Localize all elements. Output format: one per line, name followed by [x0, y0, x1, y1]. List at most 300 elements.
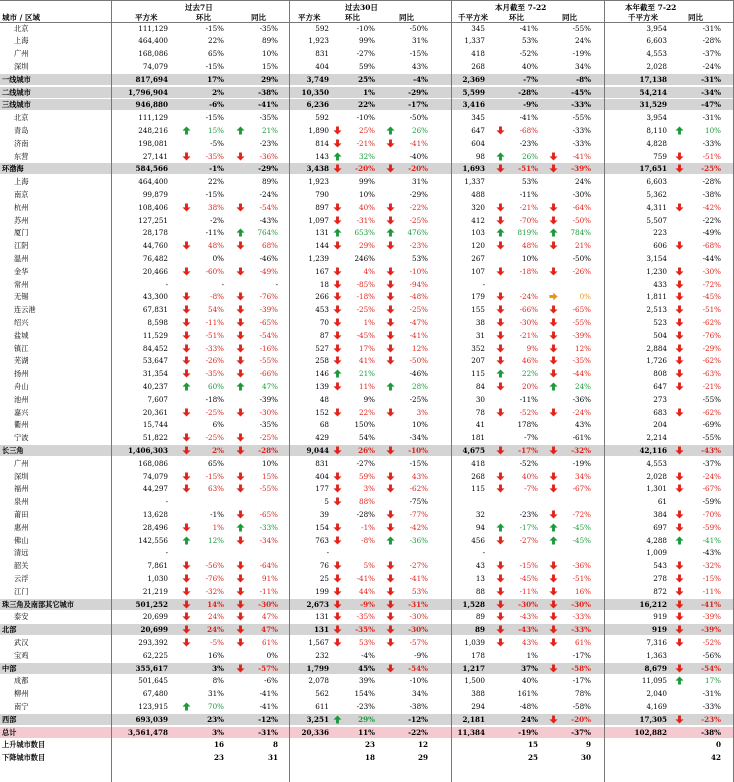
- table-cell: -41%: [259, 701, 278, 711]
- table-cell: 32%: [359, 151, 375, 161]
- table-cell: 74,079: [142, 471, 168, 481]
- table-cell: -55%: [572, 23, 591, 33]
- table-cell: 59%: [359, 61, 375, 71]
- table-cell: 3,154: [646, 253, 667, 263]
- table-cell: 1%: [363, 87, 375, 97]
- down-arrow-icon: [549, 216, 558, 225]
- table-cell: 527: [315, 343, 329, 353]
- down-arrow-icon: [236, 587, 245, 596]
- down-arrow-icon: [333, 203, 342, 212]
- table-cell: 65%: [208, 458, 224, 468]
- table-cell: -30%: [702, 266, 721, 276]
- table-cell: 412: [471, 215, 485, 225]
- down-arrow-icon: [675, 382, 684, 391]
- up-arrow-icon: [333, 152, 342, 161]
- table-cell: -8%: [210, 292, 224, 302]
- table-cell: -43%: [701, 445, 721, 455]
- table-cell: 1,337: [464, 177, 485, 187]
- down-arrow-icon: [549, 715, 558, 724]
- down-arrow-icon: [496, 408, 505, 417]
- down-arrow-icon: [386, 164, 395, 173]
- table-cell: -33%: [259, 522, 278, 532]
- table-cell: -: [482, 279, 485, 289]
- table-cell: 12: [417, 740, 428, 750]
- table-cell: -29%: [408, 87, 428, 97]
- down-arrow-icon: [496, 625, 505, 634]
- table-cell: 6%: [212, 420, 224, 430]
- table-cell: 31,529: [639, 100, 667, 110]
- table-cell: -11%: [519, 586, 538, 596]
- row-label: 盐城: [14, 330, 29, 340]
- table-cell: -11%: [259, 586, 278, 596]
- table-cell: -19%: [572, 458, 591, 468]
- table-cell: 14%: [207, 599, 224, 609]
- down-arrow-icon: [549, 267, 558, 276]
- down-arrow-icon: [182, 344, 191, 353]
- down-arrow-icon: [675, 625, 684, 634]
- table-cell: -38%: [258, 87, 278, 97]
- down-arrow-icon: [333, 625, 342, 634]
- down-arrow-icon: [549, 203, 558, 212]
- sub-header-cell: 环比: [345, 13, 360, 22]
- table-cell: 1%: [526, 650, 538, 660]
- table-cell: [441, 496, 485, 507]
- down-arrow-icon: [182, 574, 191, 583]
- table-cell: [238, 547, 278, 558]
- table-cell: 831: [315, 49, 329, 59]
- table-cell: -41%: [258, 100, 278, 110]
- table-cell: 40%: [522, 61, 538, 71]
- table-cell: 120: [471, 241, 485, 251]
- down-arrow-icon: [333, 356, 342, 365]
- table-cell: 30: [580, 753, 591, 763]
- table-cell: 17%: [705, 676, 721, 686]
- table-cell: 897: [315, 202, 329, 212]
- table-cell: 45%: [358, 663, 375, 673]
- table-cell: 831: [315, 458, 329, 468]
- up-arrow-icon: [333, 715, 342, 724]
- table-cell: -24%: [259, 189, 278, 199]
- table-cell: -70%: [702, 509, 721, 519]
- row-label: 镇江: [14, 343, 29, 353]
- table-cell: 91%: [262, 573, 278, 583]
- down-arrow-icon: [549, 638, 558, 647]
- table-cell: -85%: [356, 279, 375, 289]
- table-cell: -47%: [701, 100, 721, 110]
- table-cell: 76,482: [142, 253, 168, 263]
- table-cell: 178%: [517, 420, 538, 430]
- table-cell: 278: [653, 573, 667, 583]
- table-cell: -28%: [702, 177, 721, 187]
- table-cell: -7%: [523, 74, 538, 84]
- up-arrow-icon: [386, 536, 395, 545]
- table-cell: 29%: [358, 714, 375, 724]
- up-arrow-icon: [386, 228, 395, 237]
- table-cell: 89%: [262, 36, 278, 46]
- table-cell: 3,749: [306, 74, 329, 84]
- table-cell: -36%: [409, 535, 428, 545]
- table-cell: 62,225: [142, 650, 168, 660]
- table-cell: -39%: [571, 164, 591, 174]
- down-arrow-icon: [333, 587, 342, 596]
- table-cell: -57%: [258, 663, 278, 673]
- table-cell: -35%: [205, 151, 224, 161]
- table-cell: 355,617: [135, 663, 168, 673]
- table-cell: [551, 496, 591, 507]
- table-cell: -30%: [259, 407, 278, 417]
- table-cell: -11%: [702, 586, 721, 596]
- down-arrow-icon: [182, 600, 191, 609]
- row-label: 无锡: [14, 292, 29, 302]
- down-arrow-icon: [386, 331, 395, 340]
- table-cell: -: [482, 548, 485, 558]
- table-cell: 3%: [416, 407, 428, 417]
- row-label: 柳州: [14, 689, 29, 699]
- down-arrow-icon: [386, 472, 395, 481]
- down-arrow-icon: [549, 164, 558, 173]
- table-cell: -52%: [519, 458, 538, 468]
- table-cell: -54%: [408, 663, 428, 673]
- down-arrow-icon: [333, 497, 342, 506]
- down-arrow-icon: [333, 472, 342, 481]
- down-arrow-icon: [675, 267, 684, 276]
- table-cell: 89%: [262, 177, 278, 187]
- table-cell: 2,884: [646, 343, 667, 353]
- down-arrow-icon: [236, 625, 245, 634]
- table-cell: 31: [267, 753, 278, 763]
- down-arrow-icon: [236, 292, 245, 301]
- down-arrow-icon: [182, 561, 191, 570]
- down-arrow-icon: [386, 638, 395, 647]
- down-arrow-icon: [549, 510, 558, 519]
- table-cell: 60%: [208, 381, 224, 391]
- table-cell: 693,039: [135, 714, 168, 724]
- table-cell: -17%: [572, 650, 591, 660]
- group-header-year: 本年截至 7-22: [625, 3, 677, 12]
- table-cell: 25%: [359, 125, 375, 135]
- table-cell: 15%: [262, 61, 278, 71]
- table-cell: -15%: [205, 113, 224, 123]
- table-cell: 404: [315, 61, 329, 71]
- table-cell: -28%: [702, 36, 721, 46]
- table-cell: -56%: [702, 650, 721, 660]
- up-arrow-icon: [182, 702, 191, 711]
- table-cell: 7,607: [147, 394, 168, 404]
- table-cell: -68%: [519, 125, 538, 135]
- row-label: 泉州: [14, 497, 29, 507]
- table-cell: 108,406: [138, 202, 168, 212]
- table-cell: 40%: [359, 202, 375, 212]
- table-cell: 2,040: [646, 689, 667, 699]
- row-label: 佛山: [14, 535, 29, 545]
- table-cell: 40,237: [142, 381, 168, 391]
- table-cell: 12%: [575, 343, 591, 353]
- table-cell: -33%: [702, 138, 721, 148]
- table-cell: -66%: [259, 369, 278, 379]
- table-cell: 1,337: [464, 36, 485, 46]
- down-arrow-icon: [386, 664, 395, 673]
- table-cell: 131: [313, 625, 329, 635]
- table-cell: 11,529: [142, 330, 168, 340]
- table-cell: -76%: [259, 292, 278, 302]
- table-cell: 8,110: [646, 125, 667, 135]
- down-arrow-icon: [236, 638, 245, 647]
- down-arrow-icon: [182, 446, 191, 455]
- table-cell: 31%: [412, 177, 428, 187]
- table-cell: -43%: [259, 215, 278, 225]
- down-arrow-icon: [496, 305, 505, 314]
- table-cell: -15%: [205, 189, 224, 199]
- table-cell: 0%: [579, 292, 591, 302]
- table-cell: 4,675: [462, 445, 485, 455]
- table-cell: 103: [471, 228, 485, 238]
- table-cell: -26%: [572, 266, 591, 276]
- down-arrow-icon: [236, 408, 245, 417]
- table-cell: -41%: [409, 138, 428, 148]
- table-cell: 65%: [208, 49, 224, 59]
- table-cell: 808: [653, 369, 667, 379]
- table-cell: 433: [653, 279, 667, 289]
- table-cell: -28%: [518, 87, 538, 97]
- sub-header-cell: 平方米: [135, 13, 158, 22]
- table-cell: -34%: [409, 433, 428, 443]
- table-cell: 115: [471, 369, 485, 379]
- table-cell: -33%: [571, 100, 591, 110]
- table-cell: -: [165, 279, 168, 289]
- table-cell: -52%: [519, 49, 538, 59]
- down-arrow-icon: [236, 472, 245, 481]
- sub-header-cell: 环比: [196, 13, 211, 22]
- table-cell: 16%: [208, 650, 224, 660]
- row-label: 常州: [14, 279, 29, 289]
- down-arrow-icon: [333, 139, 342, 148]
- table-cell: -49%: [702, 228, 721, 238]
- table-cell: 31%: [208, 689, 224, 699]
- down-arrow-icon: [182, 523, 191, 532]
- table-cell: 111,129: [138, 23, 168, 33]
- row-label: 芜湖: [14, 356, 29, 366]
- table-cell: 53%: [412, 253, 428, 263]
- table-cell: -33%: [572, 125, 591, 135]
- table-cell: 8%: [212, 676, 224, 686]
- table-cell: 8,598: [147, 317, 168, 327]
- table-cell: 25: [527, 753, 538, 763]
- table-cell: 606: [653, 241, 667, 251]
- table-cell: 168,086: [138, 49, 168, 59]
- table-cell: 2,181: [462, 714, 485, 724]
- table-cell: 38: [475, 317, 485, 327]
- table-cell: 70%: [208, 701, 224, 711]
- down-arrow-icon: [333, 331, 342, 340]
- table-cell: 817,694: [135, 74, 168, 84]
- table-cell: 28%: [412, 381, 428, 391]
- table-cell: -64%: [572, 202, 591, 212]
- table-cell: 919: [651, 625, 667, 635]
- table-cell: 154%: [354, 689, 375, 699]
- table-cell: -58%: [571, 663, 591, 673]
- table-cell: -77%: [409, 509, 428, 519]
- row-label: 江阴: [14, 241, 29, 251]
- table-cell: -27%: [356, 458, 375, 468]
- table-cell: 43%: [575, 420, 591, 430]
- table-cell: 22%: [359, 407, 375, 417]
- table-cell: -39%: [259, 305, 278, 315]
- down-arrow-icon: [549, 612, 558, 621]
- table-cell: -31%: [702, 113, 721, 123]
- table-cell: -54%: [259, 202, 278, 212]
- table-cell: 268: [471, 61, 485, 71]
- down-arrow-icon: [549, 344, 558, 353]
- table-cell: -7%: [524, 433, 538, 443]
- table-cell: 320: [471, 202, 485, 212]
- table-cell: 10%: [359, 189, 375, 199]
- row-label: 珠三角及南部其它城市: [2, 599, 74, 609]
- down-arrow-icon: [675, 638, 684, 647]
- table-cell: -43%: [518, 625, 538, 635]
- down-arrow-icon: [675, 574, 684, 583]
- table-cell: 3%: [212, 727, 224, 737]
- row-label: 温州: [14, 253, 29, 263]
- down-arrow-icon: [386, 292, 395, 301]
- table-cell: -59%: [702, 497, 721, 507]
- down-arrow-icon: [236, 344, 245, 353]
- row-label: 舟山: [14, 381, 29, 391]
- table-cell: 653%: [354, 228, 375, 238]
- table-cell: 54%: [359, 433, 375, 443]
- down-arrow-icon: [236, 152, 245, 161]
- row-label: 宝鸡: [14, 650, 29, 660]
- table-cell: -21%: [356, 138, 375, 148]
- table-cell: 34%: [575, 61, 591, 71]
- row-label: 北京: [14, 113, 29, 123]
- table-cell: -33%: [572, 612, 591, 622]
- down-arrow-icon: [236, 331, 245, 340]
- down-arrow-icon: [549, 574, 558, 583]
- down-arrow-icon: [236, 433, 245, 442]
- table-cell: -31%: [702, 689, 721, 699]
- table-cell: -23%: [259, 138, 278, 148]
- row-label: 宁波: [14, 433, 29, 443]
- table-cell: -31%: [258, 727, 278, 737]
- table-cell: 31: [475, 330, 485, 340]
- table-cell: 16: [213, 740, 224, 750]
- row-label: 南京: [14, 189, 29, 199]
- table-cell: -22%: [702, 215, 721, 225]
- table-cell: 89: [474, 625, 485, 635]
- table-cell: -65%: [572, 305, 591, 315]
- table-cell: -39%: [259, 394, 278, 404]
- up-arrow-icon: [333, 228, 342, 237]
- table-cell: 48%: [522, 241, 538, 251]
- table-cell: 127,251: [138, 215, 168, 225]
- table-cell: -12%: [408, 714, 428, 724]
- table-cell: [498, 279, 538, 290]
- table-cell: -55%: [259, 356, 278, 366]
- down-arrow-icon: [333, 536, 342, 545]
- row-label: 惠州: [14, 522, 29, 532]
- table-cell: -38%: [701, 727, 721, 737]
- row-label: 厦门: [14, 228, 29, 238]
- down-arrow-icon: [333, 318, 342, 327]
- table-cell: -76%: [205, 573, 224, 583]
- table-cell: -64%: [259, 561, 278, 571]
- down-arrow-icon: [333, 382, 342, 391]
- table-cell: -12%: [258, 714, 278, 724]
- down-arrow-icon: [236, 203, 245, 212]
- table-cell: 345: [471, 23, 485, 33]
- down-arrow-icon: [182, 356, 191, 365]
- down-arrow-icon: [496, 318, 505, 327]
- down-arrow-icon: [496, 382, 505, 391]
- table-cell: 1,406,303: [127, 445, 168, 455]
- table-cell: 61: [657, 497, 667, 507]
- table-cell: -55%: [572, 113, 591, 123]
- table-cell: 98: [475, 151, 485, 161]
- table-cell: -40%: [409, 151, 428, 161]
- table-cell: 11%: [358, 727, 375, 737]
- down-arrow-icon: [386, 510, 395, 519]
- table-cell: -25%: [701, 164, 721, 174]
- table-cell: 22%: [358, 100, 375, 110]
- row-label: 泰安: [14, 612, 29, 622]
- down-arrow-icon: [386, 561, 395, 570]
- table-cell: -33%: [702, 701, 721, 711]
- table-cell: -31%: [408, 599, 428, 609]
- table-cell: 6,603: [646, 177, 667, 187]
- table-cell: -4%: [413, 74, 428, 84]
- table-cell: 683: [653, 407, 667, 417]
- table-cell: -27%: [519, 535, 538, 545]
- table-cell: -: [165, 548, 168, 558]
- table-cell: -47%: [409, 317, 428, 327]
- table-cell: 3,954: [646, 113, 667, 123]
- down-arrow-icon: [496, 241, 505, 250]
- table-cell: -30%: [258, 599, 278, 609]
- down-arrow-icon: [182, 612, 191, 621]
- table-cell: 273: [653, 394, 667, 404]
- table-cell: 0%: [266, 650, 278, 660]
- table-cell: 9%: [363, 394, 375, 404]
- down-arrow-icon: [182, 305, 191, 314]
- table-cell: 23: [364, 740, 375, 750]
- down-arrow-icon: [182, 484, 191, 493]
- table-cell: 418: [471, 458, 485, 468]
- down-arrow-icon: [496, 216, 505, 225]
- table-cell: 504: [653, 330, 667, 340]
- table-cell: 3,561,478: [127, 727, 168, 737]
- row-label: 嘉兴: [14, 407, 29, 417]
- table-cell: 13,628: [142, 509, 168, 519]
- table-cell: -56%: [205, 561, 224, 571]
- down-arrow-icon: [333, 305, 342, 314]
- table-cell: -42%: [409, 522, 428, 532]
- table-cell: -10%: [356, 113, 375, 123]
- table-cell: -36%: [572, 561, 591, 571]
- table-cell: -33%: [572, 138, 591, 148]
- table-cell: -44%: [572, 369, 591, 379]
- table-cell: 41: [475, 420, 485, 430]
- table-cell: 456: [471, 535, 485, 545]
- table-cell: 1,230: [646, 266, 667, 276]
- table-cell: 764%: [257, 228, 278, 238]
- table-cell: 21%: [359, 369, 375, 379]
- table-cell: -34%: [701, 87, 721, 97]
- row-label: 池州: [14, 394, 29, 404]
- table-cell: -45%: [572, 535, 591, 545]
- table-cell: 53%: [522, 36, 538, 46]
- table-cell: 464,400: [138, 177, 168, 187]
- table-cell: 1,726: [646, 356, 667, 366]
